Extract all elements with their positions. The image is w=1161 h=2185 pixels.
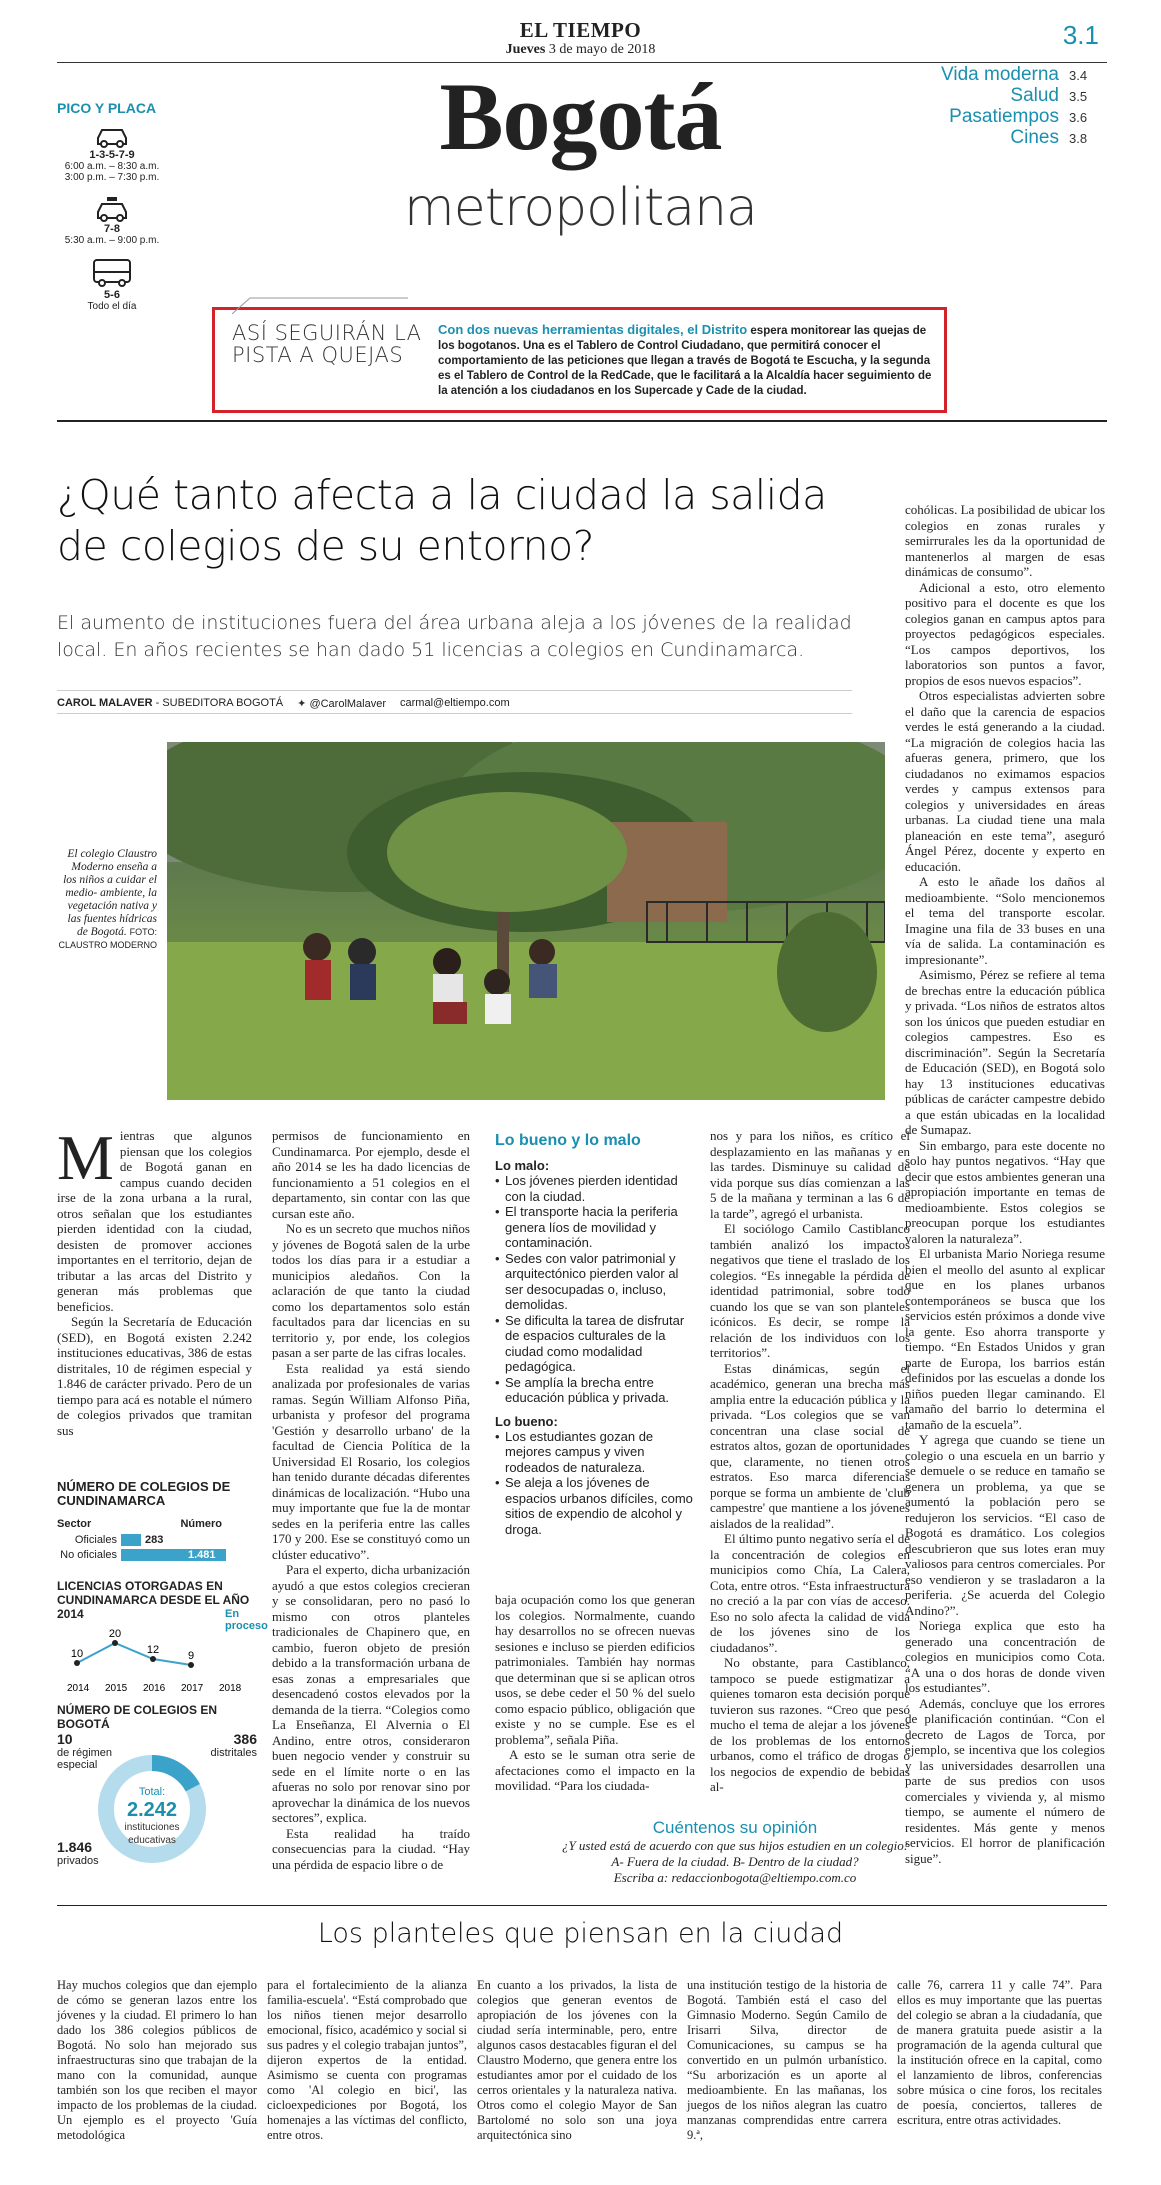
year-label: 2016 <box>143 1683 166 1694</box>
opinion-title: Cuéntenos su opinión <box>652 1818 818 1837</box>
bottom-column-2: para el fortalecimiento de la alianza familia-escuela'. “Está comprobado que los niños tienen mejor desarrollo emocional, físico, académico y social si sus padres y el colegio trabajan juntos”, dijeron expertos de la entidad. Asimismo se cuenta con programas como 'Al colegio en bici', las cicloexpediciones por Bogotá, los homenajes a las víctimas del conflicto, entre otros. <box>267 1978 467 2142</box>
pros-title: Lo bueno: <box>495 1413 558 1429</box>
index-row[interactable]: Cines 3.8 <box>1010 127 1088 148</box>
byline: CAROL MALAVER - SUBEDITORA BOGOTÁ ✦ @CarolMalaver carmal@eltiempo.com <box>57 690 852 714</box>
article-deck: El aumento de instituciones fuera del área urbana aleja a los jóvenes de la realidad local. En años recientes se han dado 51 licencias a colegios en Cundinamarca. <box>57 612 852 661</box>
issue-date: Jueves 3 de mayo de 2018 <box>505 42 656 57</box>
licencia-label: 10 <box>70 1648 84 1660</box>
list-item: • Se amplía la brecha entre educación pública y privada. <box>495 1375 695 1406</box>
drop-cap: M <box>57 1122 114 1193</box>
article-photo <box>167 742 885 1100</box>
infographic: NÚMERO DE COLEGIOS DE CUNDINAMARCA Sector Número Oficiales 283 No oficiales 1.481 LICENCIAS OTORGADAS EN CUNDINAMARCA DESDE EL AÑO 2014 10 20 12 9 2014 2015 2016 2017 2018 En proceso NÚMERO DE COLEGIOS EN BOGOTÁ 10 de régimen especial 386 distritales Total: 2.242 instituciones educativas 1.846 privados <box>57 1480 257 1881</box>
pros-list <box>495 1429 695 1538</box>
cons-list <box>495 1173 695 1406</box>
promo-label: ASÍ SEGUIRÁN LA PISTA A QUEJAS <box>232 321 422 367</box>
chart-title-cundinamarca: NÚMERO DE COLEGIOS DE CUNDINAMARCA <box>57 1479 231 1508</box>
promo-arrow-decoration <box>230 296 410 316</box>
index-row[interactable]: Pasatiempos 3.6 <box>949 106 1088 127</box>
body-column-3: baja ocupación como los que generan los colegios. Normalmente, cuando hay desarrollos no se ofrecen nuevas sesiones e incluso se pierden edificios patrimoniales. También hay normas que determinan que si se aplican otros usos, se debe ceder el 50 % del suelo como espacio público, obligación que existe y no se cumple. Ese es el problema”, señala Piña. A esto se le suman otra serie de afectaciones como el impacto en la movilidad. “Para los ciudada- <box>495 1592 695 1793</box>
opinion-box: Cuéntenos su opinión ¿Y usted está de acuerdo con que sus hijos estudien en un colegio: A- Fuera de la ciudad. B- Dentro de la ciudad? Escriba a: redaccionbogota@eltiempo.com.co <box>561 1818 909 1885</box>
photo-caption: El colegio Claustro Moderno enseña a los niños a cuidar el medio- ambiente, la vegetación nativa y las fuentes hídricas de Bogotá. FOTO: CLAUSTRO MODERNO <box>58 848 157 950</box>
photo-illustration <box>167 742 885 1100</box>
bottom-rule <box>57 1905 1107 1906</box>
twitter-icon: ✦ <box>297 697 307 710</box>
body-column-1: Mientras que algunos piensan que los colegios de Bogotá ganan en campus cuando deciden irse de la zona urbana a la rural, otros señalan que los estudiantes pierden identidad con la ciudad, desisten de promover acciones importantes en el territorio, dejan de tributar a las arcas del Distrito y generan más problemas que beneficios. Según la Secretaría de Educación (SED), en Bogotá existen 2.242 instituciones educativas, 386 de estas distritales, 10 de régimen especial y 1.846 de carácter privado. Pero de un tiempo para acá es notable el número de colegios privados que tramitan sus <box>57 1122 252 1438</box>
cons-title: Lo malo: <box>495 1158 550 1173</box>
pico-placa-taxis: 7-8 5:30 a.m. – 9:00 p.m. <box>57 196 167 246</box>
pros-cons-sidebar <box>495 1132 695 1537</box>
bar-row: No oficiales 1.481 <box>57 1549 257 1561</box>
bottom-column-5: calle 76, carrera 11 y calle 74”. Para ellos es muy importante que las puertas del colegio se abran a la ciudadanía, que de manera gratuita puede asistir a la programación de la agenda cultural que la institución ofrece en la capital, como el lanzamiento de libros, conferencias sobre música o cine foros, los recitales de poesía, conciertos, talleres de escritura, entre otras actividades. <box>897 1978 1102 2127</box>
bottom-column-3: En cuanto a los privados, la lista de colegios que generan eventos de apropiación de los jóvenes con la ciudad sería interminable, pero, entre algunos casos destacables figuran el del Claustro Moderno, que genera entre los estudiantes amor por el cuidado de los cerros orientales y la naturaleza nativa. Otros como el colegio Mayor de San Bartolomé no solo son una joya arquitectónica sino <box>477 1978 677 2142</box>
author-email[interactable]: carmal@eltiempo.com <box>400 697 510 709</box>
list-item: • El transporte hacia la periferia genera líos de movilidad y contaminación. <box>495 1204 695 1251</box>
licencia-point <box>188 1662 194 1668</box>
licencias-line-chart <box>57 1625 257 1695</box>
chart-title-bogota: NÚMERO DE COLEGIOS EN BOGOTÁ <box>57 1703 218 1731</box>
author-name: CAROL MALAVER <box>57 697 153 709</box>
bar-row: Oficiales 283 <box>74 1534 164 1546</box>
opinion-email[interactable]: Escriba a: redaccionbogota@eltiempo.com.co <box>613 1870 857 1885</box>
licencia-point <box>112 1640 118 1646</box>
en-proceso-label: En proceso <box>225 1608 268 1632</box>
bar-oficiales <box>121 1534 141 1546</box>
promo-text: Con dos nuevas herramientas digitales, el Distrito espera monitorear las quejas de los bogotanos. Una es el Tablero de Control Ciudadano, que permitirá conocer el comportamiento de las peticiones que llegan a través de Bogotá te Escucha, y la segunda es el Tablero de Control de la RedCade, que le facilitará a la Alcaldía hacer seguimiento de la atención a los ciudadanos en los Supercade y Cade de la ciudad. <box>438 322 932 397</box>
year-label: 2014 <box>67 1683 90 1694</box>
car-icon <box>92 124 132 148</box>
licencias-line <box>77 1643 191 1665</box>
body-column-2: permisos de funcionamiento en Cundinamarca. Por ejemplo, desde el año 2014 se les ha dado licencias de funcionamiento a 51 colegios en el departamento, sin contar con las que cursan este año. No es un secreto que muchos niños y jóvenes de Bogotá salen de la urbe todos los días para ir a estudiar a municipios aledaños. Con la aclaración de que tanto la ciudad como los departamentos solo están facultados para dar licencias en su territorio y, por ende, los colegios pasan a ser parte de las cifras locales. Esta realidad ya está siendo analizada por profesionales de varias ramas. Según William Alfonso Piña, urbanista y profesor del programa 'Gestión y desarrollo urbano' de la facultad de Ciencia Política de la Universidad El Rosario, los colegios han tenido durante décadas diferentes dinámicas de localización. “Hubo una muy importante que fue la de montar sedes en la periferia entre las calles 170 y 200. Ese se constituyó como un clúster educativo”. Para el experto, dicha urbanización ayudó a que estos colegios crecieran y se consolidaran, pero no pasó lo mismo con otros planteles tradicionales de Chapinero que, en cambio, fueron objeto de presión debido a la transformación urbana de esas zonas a empresariales que desencadenó costos elevados por la demanda de la tierra. “Colegios como La Enseñanza, El Alvernia o El Andino, entre otros, consideraron buen negocio vender y construir su sede en el límite norte o en las afueras no solo por renovar sino por aprovechar la dinámica de los nuevos sectores”, explica. Esta realidad ha traído consecuencias para la ciudad. “Hay una pérdida de espacio libre o de <box>272 1128 470 1872</box>
licencia-point <box>74 1660 80 1666</box>
taxi-icon <box>92 196 132 222</box>
index-row[interactable]: Vida moderna 3.4 <box>941 64 1088 85</box>
page-number: 3.1 <box>1062 20 1099 50</box>
newspaper-name: EL TIEMPO <box>519 18 642 42</box>
year-label: 2017 <box>181 1683 204 1694</box>
bottom-headline: Los planteles que piensan en la ciudad <box>317 1918 844 1949</box>
section-subtitle: metropolitana <box>404 178 757 238</box>
list-item: • Los estudiantes gozan de mejores campus y viven rodeados de naturaleza. <box>495 1429 695 1476</box>
licencia-label: 20 <box>108 1628 122 1640</box>
licencia-label: 9 <box>187 1650 195 1662</box>
pico-placa-title: PICO Y PLACA <box>57 100 157 116</box>
sidebar-title: Lo bueno y lo malo <box>495 1132 641 1149</box>
list-item: • Se dificulta la tarea de disfrutar de espacios culturales de la ciudad como modalidad pedagógica. <box>495 1313 695 1375</box>
list-item: • Los jóvenes pierden identidad con la ciudad. <box>495 1173 695 1204</box>
chart-title-licencias: LICENCIAS OTORGADAS EN CUNDINAMARCA DESDE EL AÑO 2014 <box>57 1579 250 1621</box>
body-column-4: nos y para los niños, es crítico el desplazamiento en las mañanas y en las tardes. Disminuye su calidad de vida porque sus días comienzan a las 5 de la mañana y terminan a las 6 de la tarde”, agregó el urbanista. El sociólogo Camilo Castiblanco también analizó los impactos negativos que tiene el traslado de los colegios. “Es innegable la pérdida de identidad patrimonial, sobre todo cuando los que se van son planteles icónicos. Es decir, se rompe la relación de los individuos con los territorios”. Estas dinámicas, según el académico, generan una brecha más amplia entre la educación pública y la privada. “Los colegios que se van concentran una clase social de estratos altos, gozan de oportunidades que, claramente, no tienen otros estratos. Eso marca diferencias porque se forma un ambiente de 'club campestre' que mantiene a los jóvenes aislados de la realidad”. El último punto negativo sería el de la concentración de colegios en municipios como Chía, La Calera, Cota, entre otros. “Esta infraestructura no creció a la par con vías de acceso. Eso no solo afecta la calidad de vida de los jóvenes sino de los ciudadanos”. No obstante, para Castiblanco, tampoco se puede estigmatizar a quienes tomaron esta decisión porque tuvieron sus razones. “Creo que pesó mucho el tema de alejar a los jóvenes de los problemas de los entornos urbanos, como el tráfico de drogas o los negocios de expendio de bebidas al- <box>710 1128 910 1794</box>
article-headline: ¿Qué tanto afecta a la ciudad la salida de colegios de su entorno? <box>57 471 827 570</box>
body-column-5: cohólicas. La posibilidad de ubicar los colegios en zonas rurales y semirrurales les da la oportunidad de mantenerlos al margen de esas dinámicas de consumo”. Adicional a esto, otro elemento positivo para el docente es que los colegios ganan en campus aptos para proyectos pedagógicos especiales. “Los campos deportivos, los laboratorios son puntos a favor, propios de esos nuevos espacios”. Otros especialistas advierten sobre el daño que la carencia de espacios verdes le está generando a la ciudad. “La migración de colegios hacia las afueras genera, primero, que los ciudadanos no eximamos espacios verdes y campus extensos para colegios y universidades en áreas urbanas. La ciudad tiene una mala planeación en este tema”, aseguró Ángel Pérez, docente y experto en educación. A esto le añade los daños al medioambiente. “Solo mencionemos el tema del transporte escolar. Imagine una fila de 33 buses en una vía de salida. La contaminación es impresionante”. Asimismo, Pérez se refiere al tema de brechas entre la educación pública y privada. “Los niños de estratos altos son los únicos que pueden estudiar en colegios campestres. Eso es discriminación”. Según la Secretaría de Educación (SED), en Bogotá solo hay 13 instituciones educativas públicas de carácter campestre debido a que están ubicadas en la localidad de Sumapaz. Sin embargo, para este docente no solo hay puntos negativos. “Hay que decir que estos ambientes generan una apropiación importante en temas de medioambiente. Estos colegios se preocupan porque los estudiantes valoren la naturaleza”. El urbanista Mario Noriega resume bien el meollo del asunto al explicar que en los planes urbanos contemporáneos se busca que los servicios estén próximos a donde vive la gente. Eso ahorra transporte y tiempo. “En Estados Unidos y gran parte de Europa, los barrios están definidos por las escuelas a donde los niños pueden llegar caminando. El tamaño del barrio lo determina el tamaño de la escuela”. Y agrega que cuando se tiene un colegio o una escuela en un barrio y se demuele o se reduce en tamaño se genera un problema, ya que se aumentó la población pero se redujeron los servicios. “El caso de Bogotá es dramático. Los colegios descubrieron que sus lotes eran muy valiosos para centros comerciales. Por eso vendieron y se trasladaron a la periferia. ¿Se acuerda del Colegio Andino?”. Noriega explica que esto ha generado una concentración de colegios en municipios como Cota. “A una o dos horas de donde viven los estudiantes”. Además, concluye que los errores de planificación continúan. “Con el decreto de Lagos de Torca, por ejemplo, se incentiva que los colegios y las universidades desarrollen una parte de sus predios con usos comerciales y vivienda y, al mismo tiempo, se aumente el número de residentes. Más gente y menos servicios. El horror de planificación sigue”. <box>905 502 1106 1866</box>
twitter-handle[interactable]: ✦ @CarolMalaver <box>297 697 387 710</box>
year-label: 2015 <box>105 1683 128 1694</box>
donut-chart: 10 de régimen especial 386 distritales Total: 2.242 instituciones educativas 1.846 privados <box>57 1731 257 1867</box>
section-divider <box>57 420 1107 422</box>
licencia-label: 12 <box>146 1644 160 1656</box>
list-item: • Se aleja a los jóvenes de espacios urbanos difíciles, como sitios de expendio de alcohol y droga. <box>495 1475 695 1537</box>
bottom-column-4: una institución testigo de la historia de Bogotá. También está el caso del Gimnasio Moderno. Según Camilo de Irisarri Silva, director de Comunicaciones, su campus se ha convertido en un pulmón urbanístico. “Su arborización es un aporte al medioambiente. En las mañanas, los juegos de los niños alegran las cuatro manzanas comprendidas entre carrera 9.ª, <box>687 1978 887 2142</box>
licencia-point <box>150 1656 156 1662</box>
bottom-column-1: Hay muchos colegios que dan ejemplo de cómo se generan lazos entre los jóvenes y la ciudad. El primero lo han dado los 386 colegios públicos de Bogotá. No solo han mejorado sus infraestructuras sino que trabajan de la mano con la comunidad, aunque también son los que reciben el mayor impacto de los problemas de la ciudad. Un ejemplo es el proyecto 'Guía metodológica <box>57 1978 257 2142</box>
list-item: • Sedes con valor patrimonial y arquitectónico pierden valor al ser desocupadas o, incluso, demolidas. <box>495 1251 695 1313</box>
pico-placa-buses: 5-6 Todo el día <box>57 258 167 312</box>
section-title: Bogotá <box>439 63 722 170</box>
year-label: 2018 <box>219 1683 242 1694</box>
photo-credit: FOTO: CLAUSTRO MODERNO <box>58 927 157 950</box>
pico-placa-cars: 1-3-5-7-9 6:00 a.m. – 8:30 a.m. 3:00 p.m. – 7:30 p.m. <box>57 124 167 183</box>
bus-icon <box>90 258 134 288</box>
index-row[interactable]: Salud 3.5 <box>1010 85 1088 106</box>
